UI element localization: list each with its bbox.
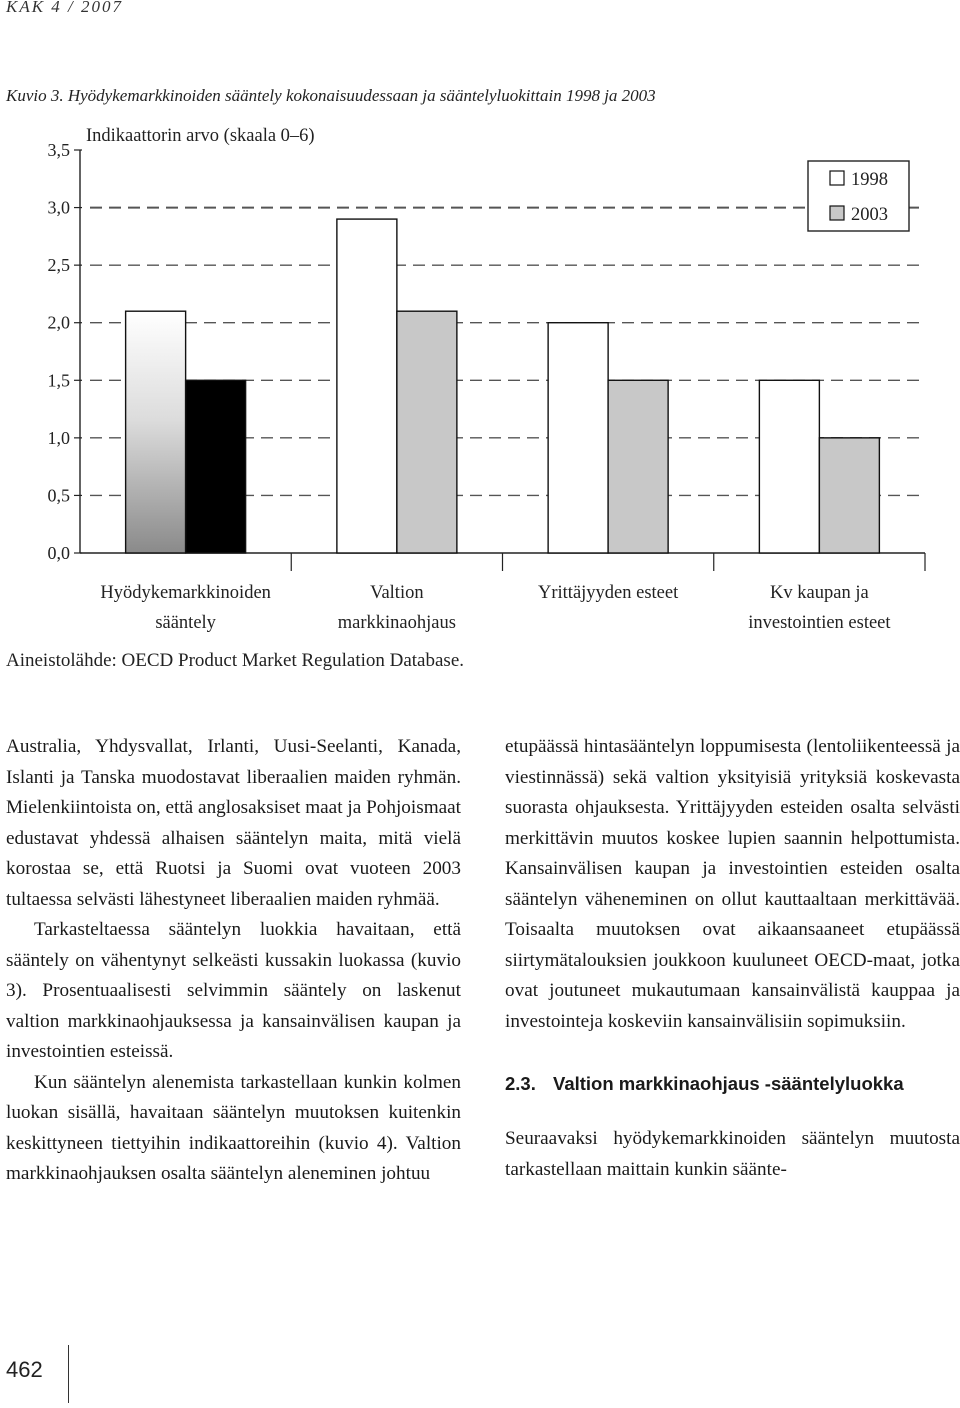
paragraph: etupäässä hintasääntelyn loppumisesta (lentoliikenteessä ja viestinnässä) sekä valtion yksityisiä yrityksiä koskevasta suorasta ohjauksesta. Yrittäjyyden esteiden osalta selvästi merkittävin muutos koskee lupien saannin helpottumista. Kansainvälisen kaupan ja investointien esteiden osalta sääntelyn väheneminen on ollut kauttaaltaan merkittävää. Toisaalta muutoksen ovat aikaansaaneet etupäässä siirtymätalouksien joukkoon kuuluneet OECD-maat, jotka ovat joutuneet mukautumaan kansainvälistä kauppaa ja investointeja koskeviin kansainvälisiin sopimuksiin. bbox=[505, 736, 960, 1032]
legend-label: 1998 bbox=[851, 170, 888, 190]
y-tick-label: 0,5 bbox=[47, 485, 70, 506]
bar-2003 bbox=[397, 311, 457, 553]
paragraph: Kun sääntelyn alenemista tarkastellaan kunkin kolmen luokan sisällä, havaitaan sääntelyn muutoksen kuitenkin keskittyneen tiettyihin indikaattoreihin (kuvio 4). Valtion markkinaohjauksen osalta sääntelyn aleneminen johtuu bbox=[6, 1071, 461, 1184]
legend-swatch bbox=[830, 206, 844, 220]
y-tick-label: 3,5 bbox=[47, 140, 70, 160]
right-column bbox=[505, 732, 960, 1185]
page-number: 462 bbox=[6, 1357, 43, 1382]
y-tick-label: 2,5 bbox=[47, 255, 70, 276]
source-note: Aineistolähde: OECD Product Market Regulation Database. bbox=[6, 650, 465, 671]
section-heading bbox=[505, 1069, 960, 1098]
y-tick-label: 1,5 bbox=[47, 370, 70, 391]
bar-2003 bbox=[608, 380, 668, 553]
x-category-label: markkinaohjaus bbox=[337, 613, 456, 633]
bar-2003 bbox=[819, 438, 879, 553]
paragraph: Seuraavaksi hyödykemarkkinoiden sääntelyn muutosta tarkastellaan maittain kunkin säänte- bbox=[505, 1128, 960, 1180]
x-category-label: sääntely bbox=[155, 613, 216, 633]
x-category-label: Yrittäjyyden esteet bbox=[538, 583, 679, 603]
y-tick-label: 1,0 bbox=[47, 427, 70, 448]
running-head: KAK 4 / 2007 bbox=[6, 0, 124, 16]
bar-chart bbox=[0, 0, 960, 645]
section-number: 2.3. bbox=[505, 1073, 536, 1094]
legend-swatch bbox=[830, 171, 844, 185]
section-title: Valtion markkinaohjaus -sääntelyluokka bbox=[553, 1073, 904, 1094]
y-tick-label: 0,0 bbox=[47, 543, 70, 563]
bar-1998 bbox=[337, 219, 397, 553]
bar-1998 bbox=[126, 311, 186, 553]
bar-2003 bbox=[186, 380, 246, 553]
page-rule bbox=[68, 1345, 69, 1403]
legend-label: 2003 bbox=[851, 205, 888, 225]
x-category-label: investointien esteet bbox=[748, 613, 891, 633]
x-category-label: Kv kaupan ja bbox=[770, 583, 869, 603]
left-column bbox=[6, 732, 461, 1190]
x-category-label: Valtion bbox=[370, 583, 424, 603]
bar-1998 bbox=[548, 323, 608, 553]
paragraph: Tarkasteltaessa sääntelyn luokkia havaitaan, että sääntely on vähentynyt selkeästi kussakin luokassa (kuvio 3). Prosentuaalisesti selvimmin sääntely on laskenut valtion markkinaohjauksessa ja kansainvälisen kaupan ja investointien esteissä. bbox=[6, 919, 461, 1062]
y-axis-title: Indikaattorin arvo (skaala 0–6) bbox=[86, 126, 315, 146]
paragraph: Australia, Yhdysvallat, Irlanti, Uusi-Seelanti, Kanada, Islanti ja Tanska muodostavat liberaalien maiden ryhmän. Mielenkiintoista on, että anglosaksiset maat ja Pohjoismaat edustavat yhdessä alhaisen sääntelyn maita, mitä vielä korostaa se, että Ruotsi ja Suomi ovat vuoteen 2003 tultaessa selvästi lähestyneet liberaalien maiden ryhmää. bbox=[6, 736, 461, 910]
bar-1998 bbox=[759, 380, 819, 553]
y-tick-label: 2,0 bbox=[47, 312, 70, 333]
y-tick-label: 3,0 bbox=[47, 197, 70, 218]
figure-caption: Kuvio 3. Hyödykemarkkinoiden sääntely kokonaisuudessaan ja sääntelyluokittain 1998 ja 2003 bbox=[6, 86, 656, 105]
x-category-label: Hyödykemarkkinoiden bbox=[100, 583, 271, 603]
